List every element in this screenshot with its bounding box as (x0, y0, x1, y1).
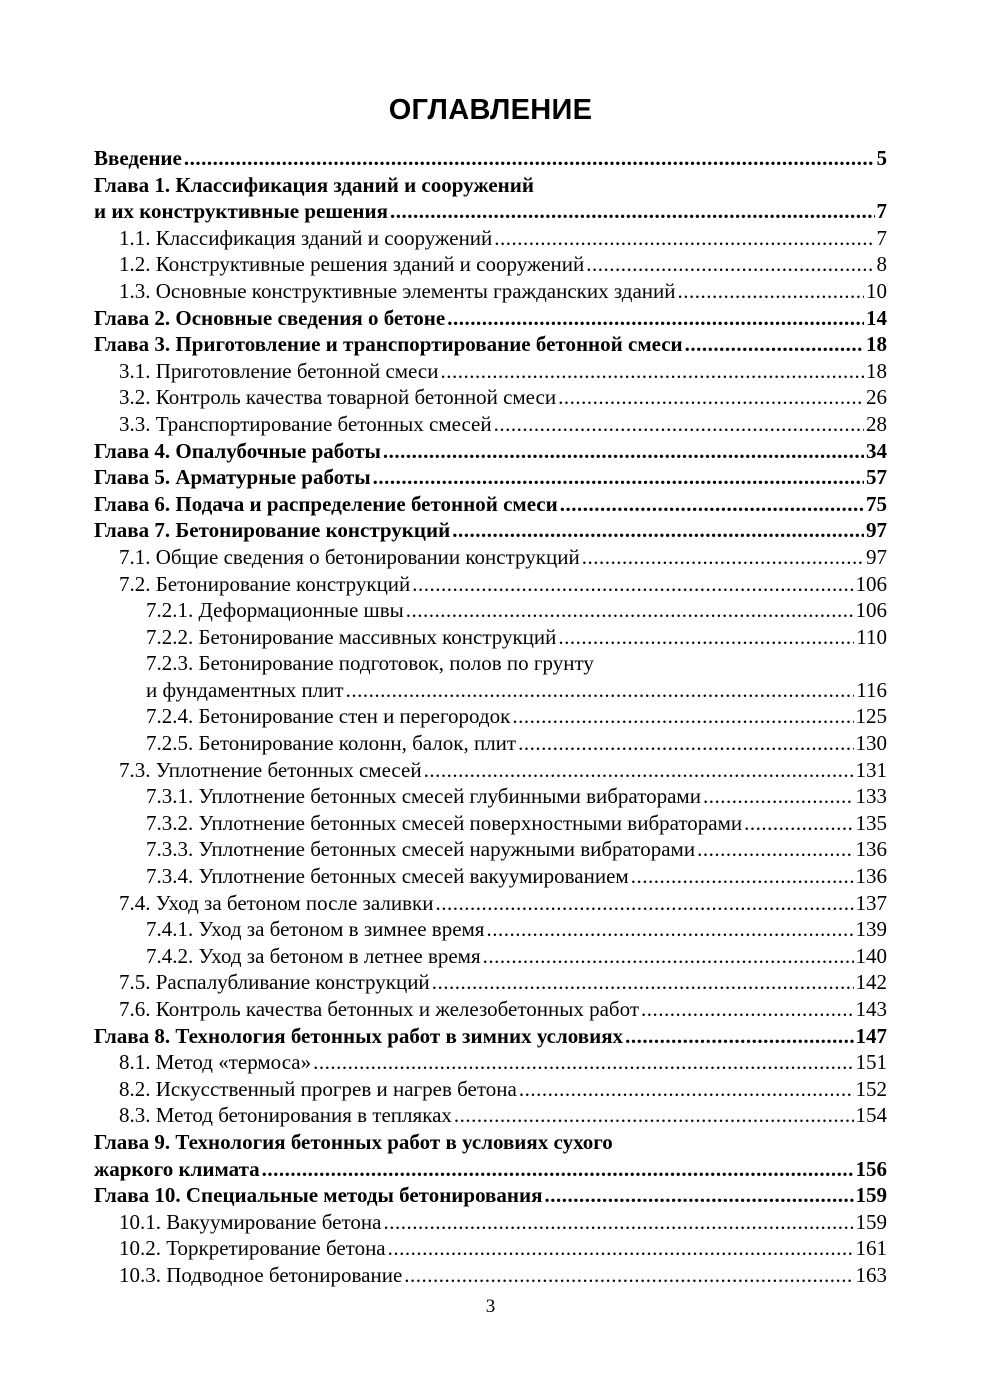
toc-entry-label: Глава 3. Приготовление и транспортирование бетонной смеси (94, 332, 683, 357)
toc-entry-label: 7.4. Уход за бетоном после заливки (119, 890, 434, 915)
toc-entry-label: и фундаментных плит (146, 677, 344, 702)
toc-entry[interactable] (94, 624, 887, 651)
toc-entry-page: 106 (855, 598, 887, 623)
toc-entry-page: 163 (855, 1262, 887, 1287)
leader-dots (410, 571, 853, 598)
toc-entry[interactable] (94, 863, 887, 890)
toc-entry-label: 8.2. Искусственный прогрев и нагрев бетона (119, 1076, 517, 1101)
toc-entry[interactable] (94, 969, 887, 996)
toc-entry-page: 97 (866, 544, 887, 569)
toc-entry-page: 140 (855, 943, 887, 968)
toc-entry-label: 7.2.4. Бетонирование стен и перегородок (146, 704, 511, 729)
toc-entry-label: Глава 6. Подача и распределение бетонной смеси (94, 491, 558, 516)
leader-dots (452, 1102, 854, 1129)
toc-entry-page: 106 (855, 571, 887, 596)
toc-entry[interactable] (94, 1049, 887, 1076)
toc-entry[interactable] (94, 172, 887, 199)
leader-dots (182, 145, 875, 172)
toc-entry-page: 154 (855, 1103, 887, 1128)
toc-entry-page: 116 (856, 677, 887, 702)
leader-dots (556, 384, 864, 411)
toc-entry-page: 28 (866, 411, 887, 436)
toc-entry[interactable] (94, 544, 887, 571)
table-of-contents (94, 145, 887, 1289)
toc-entry-page: 147 (855, 1023, 887, 1048)
leader-dots (629, 863, 854, 890)
leader-dots (676, 278, 865, 305)
toc-entry-label: Введение (94, 146, 182, 170)
toc-entry-page (885, 650, 887, 677)
toc-entry[interactable] (94, 491, 887, 518)
leader-dots (516, 730, 853, 757)
toc-entry-page: 143 (855, 997, 887, 1021)
toc-entry[interactable] (94, 1102, 887, 1129)
toc-entry-label: 7.3.2. Уплотнение бетонных смесей поверхностными вибраторами (146, 810, 743, 835)
toc-entry[interactable] (94, 810, 887, 837)
toc-entry[interactable] (94, 1076, 887, 1103)
toc-entry[interactable] (94, 1156, 887, 1183)
toc-entry-page: 133 (855, 784, 887, 809)
toc-entry[interactable] (94, 703, 887, 730)
leader-dots (445, 305, 864, 332)
toc-entry-label: 8.3. Метод бетонирования в тепляках (119, 1103, 452, 1128)
leader-dots (481, 943, 854, 970)
leader-dots (492, 225, 874, 252)
toc-entry-label: Глава 9. Технология бетонных работ в условиях сухого (94, 1129, 613, 1154)
toc-entry[interactable] (94, 331, 887, 358)
toc-entry-page: 135 (855, 810, 887, 835)
leader-dots (381, 438, 864, 465)
toc-entry-label: 8.1. Метод «термоса» (119, 1050, 312, 1075)
leader-dots (344, 677, 855, 704)
leader-dots (701, 783, 854, 810)
toc-entry[interactable] (94, 278, 887, 305)
toc-entry-page: 7 (876, 199, 887, 224)
toc-entry-page: 57 (866, 465, 887, 490)
toc-entry[interactable] (94, 438, 887, 465)
leader-dots (683, 331, 864, 358)
toc-entry-page: 131 (855, 757, 887, 782)
toc-entry-label: 1.3. Основные конструктивные элементы гражданских зданий (119, 278, 676, 303)
toc-entry-label: 7.2.5. Бетонирование колонн, балок, плит (146, 731, 517, 756)
toc-entry[interactable] (94, 890, 887, 917)
toc-entry-label: 7.2. Бетонирование конструкций (119, 571, 411, 596)
toc-entry-label: 10.3. Подводное бетонирование (119, 1262, 403, 1287)
toc-entry-page: 75 (866, 491, 887, 516)
toc-entry-page: 156 (855, 1156, 887, 1181)
leader-dots (613, 1129, 885, 1156)
toc-entry-page: 152 (855, 1076, 887, 1101)
toc-entry-page: 159 (855, 1209, 887, 1234)
toc-entry[interactable] (94, 1235, 887, 1262)
leader-dots (695, 836, 853, 863)
leader-dots (433, 890, 853, 917)
toc-entry-label: 1.1. Классификация зданий и сооружений (119, 225, 493, 250)
toc-entry-label: жаркого климата (94, 1156, 260, 1181)
toc-entry-page: 125 (855, 704, 887, 729)
leader-dots (584, 251, 874, 278)
toc-entry-label: Глава 1. Классификация зданий и сооружений (94, 172, 534, 197)
toc-entry-label: 7.6. Контроль качества бетонных и железобетонных работ (119, 997, 639, 1021)
toc-entry-label: Глава 2. Основные сведения о бетоне (94, 305, 446, 330)
leader-dots (381, 1209, 853, 1236)
leader-dots (260, 1156, 854, 1183)
leader-dots (517, 1076, 854, 1103)
toc-entry[interactable] (94, 1129, 887, 1156)
toc-entry-label: 7.4.2. Уход за бетоном в летнее время (146, 943, 481, 968)
leader-dots (438, 358, 864, 385)
leader-dots (623, 1023, 853, 1050)
toc-entry-page: 110 (856, 624, 887, 649)
leader-dots (450, 517, 864, 544)
toc-entry-label: 7.3.1. Уплотнение бетонных смесей глубинными вибраторами (146, 784, 701, 809)
toc-entry[interactable] (94, 597, 887, 624)
toc-entry-page: 10 (866, 278, 887, 303)
toc-entry-label: Глава 5. Арматурные работы (94, 465, 371, 490)
toc-entry[interactable] (94, 1023, 887, 1050)
toc-entry-page: 34 (866, 438, 887, 463)
toc-entry[interactable] (94, 145, 887, 172)
toc-entry[interactable] (94, 783, 887, 810)
leader-dots (594, 650, 885, 677)
toc-entry[interactable] (94, 943, 887, 970)
leader-dots (422, 757, 854, 784)
toc-entry-label: 7.3.3. Уплотнение бетонных смесей наружными вибраторами (146, 837, 696, 862)
leader-dots (386, 1235, 854, 1262)
toc-entry-page: 5 (876, 146, 887, 170)
toc-entry[interactable] (94, 996, 887, 1023)
toc-entry-label: Глава 8. Технология бетонных работ в зимних условиях (94, 1023, 624, 1048)
page-title: ОГЛАВЛЕНИЕ (388, 94, 593, 126)
toc-entry[interactable] (94, 225, 887, 252)
toc-entry-label: 10.2. Торкретирование бетона (119, 1236, 386, 1261)
toc-entry-label: 3.1. Приготовление бетонной смеси (119, 358, 439, 383)
toc-entry-page: 26 (866, 385, 887, 410)
toc-entry[interactable] (94, 836, 887, 863)
toc-entry-page (885, 172, 887, 199)
toc-entry[interactable] (94, 464, 887, 491)
toc-entry-label: 7.5. Распалубливание конструкций (119, 970, 430, 995)
toc-entry-label: Глава 7. Бетонирование конструкций (94, 518, 451, 543)
toc-entry-label: 3.3. Транспортирование бетонных смесей (119, 411, 492, 436)
toc-entry-label: 7.2.1. Деформационные швы (146, 598, 404, 623)
leader-dots (492, 411, 864, 438)
toc-entry[interactable] (94, 1262, 887, 1289)
toc-entry-page: 18 (866, 358, 887, 383)
toc-entry-page: 151 (855, 1050, 887, 1075)
toc-entry-page: 139 (855, 917, 887, 942)
toc-entry-page: 136 (855, 837, 887, 862)
toc-entry[interactable] (94, 251, 887, 278)
toc-entry-label: 7.4.1. Уход за бетоном в зимнее время (146, 917, 485, 942)
toc-entry-label: Глава 10. Специальные методы бетонирования (94, 1183, 543, 1208)
toc-entry[interactable] (94, 384, 887, 411)
toc-entry[interactable] (94, 677, 887, 704)
toc-entry[interactable] (94, 650, 887, 677)
leader-dots (510, 703, 853, 730)
toc-entry-label: Глава 4. Опалубочные работы (94, 438, 381, 463)
page-number: 3 (485, 1296, 496, 1317)
leader-dots (556, 624, 854, 651)
toc-entry-label: 7.2.3. Бетонирование подготовок, полов по грунту (146, 651, 594, 676)
toc-entry-label: и их конструктивные решения (94, 199, 388, 224)
toc-entry-label: 10.1. Вакуумирование бетона (119, 1209, 382, 1234)
toc-entry-page: 159 (855, 1183, 887, 1208)
leader-dots (430, 969, 854, 996)
leader-dots (639, 996, 854, 1023)
leader-dots (542, 1182, 853, 1209)
toc-entry[interactable] (94, 411, 887, 438)
leader-dots (371, 464, 864, 491)
toc-entry[interactable] (94, 198, 887, 225)
leader-dots (402, 1262, 853, 1289)
toc-entry[interactable] (94, 517, 887, 544)
toc-entry[interactable] (94, 1182, 887, 1209)
toc-entry[interactable] (94, 1209, 887, 1236)
leader-dots (742, 810, 853, 837)
toc-entry-page: 142 (855, 970, 887, 995)
toc-entry-page: 161 (855, 1236, 887, 1261)
leader-dots (388, 198, 875, 225)
toc-entry[interactable] (94, 305, 887, 332)
toc-entry-page (885, 1129, 887, 1156)
toc-entry-label: 7.1. Общие сведения о бетонировании конструкций (119, 544, 580, 569)
toc-entry[interactable] (94, 730, 887, 757)
toc-entry-page: 130 (855, 731, 887, 756)
toc-entry-page: 137 (855, 890, 887, 915)
toc-entry-page: 7 (876, 225, 887, 250)
toc-entry-label: 7.3. Уплотнение бетонных смесей (119, 757, 422, 782)
leader-dots (484, 916, 853, 943)
toc-entry-label: 3.2. Контроль качества товарной бетонной смеси (119, 385, 557, 410)
toc-entry-page: 97 (866, 518, 887, 543)
leader-dots (404, 597, 854, 624)
toc-entry[interactable] (94, 916, 887, 943)
toc-entry-label: 7.2.2. Бетонирование массивных конструкций (146, 624, 557, 649)
toc-entry-label: 7.3.4. Уплотнение бетонных смесей вакуумированием (146, 864, 629, 889)
toc-entry-page: 8 (876, 252, 887, 277)
toc-entry[interactable] (94, 757, 887, 784)
leader-dots (311, 1049, 853, 1076)
leader-dots (558, 491, 864, 518)
toc-entry-page: 14 (866, 305, 887, 330)
toc-entry[interactable] (94, 358, 887, 385)
toc-entry[interactable] (94, 571, 887, 598)
leader-dots (534, 172, 885, 199)
toc-entry-label: 1.2. Конструктивные решения зданий и сооружений (119, 252, 585, 277)
leader-dots (580, 544, 864, 571)
toc-entry-page: 18 (866, 332, 887, 357)
toc-entry-page: 136 (855, 864, 887, 889)
